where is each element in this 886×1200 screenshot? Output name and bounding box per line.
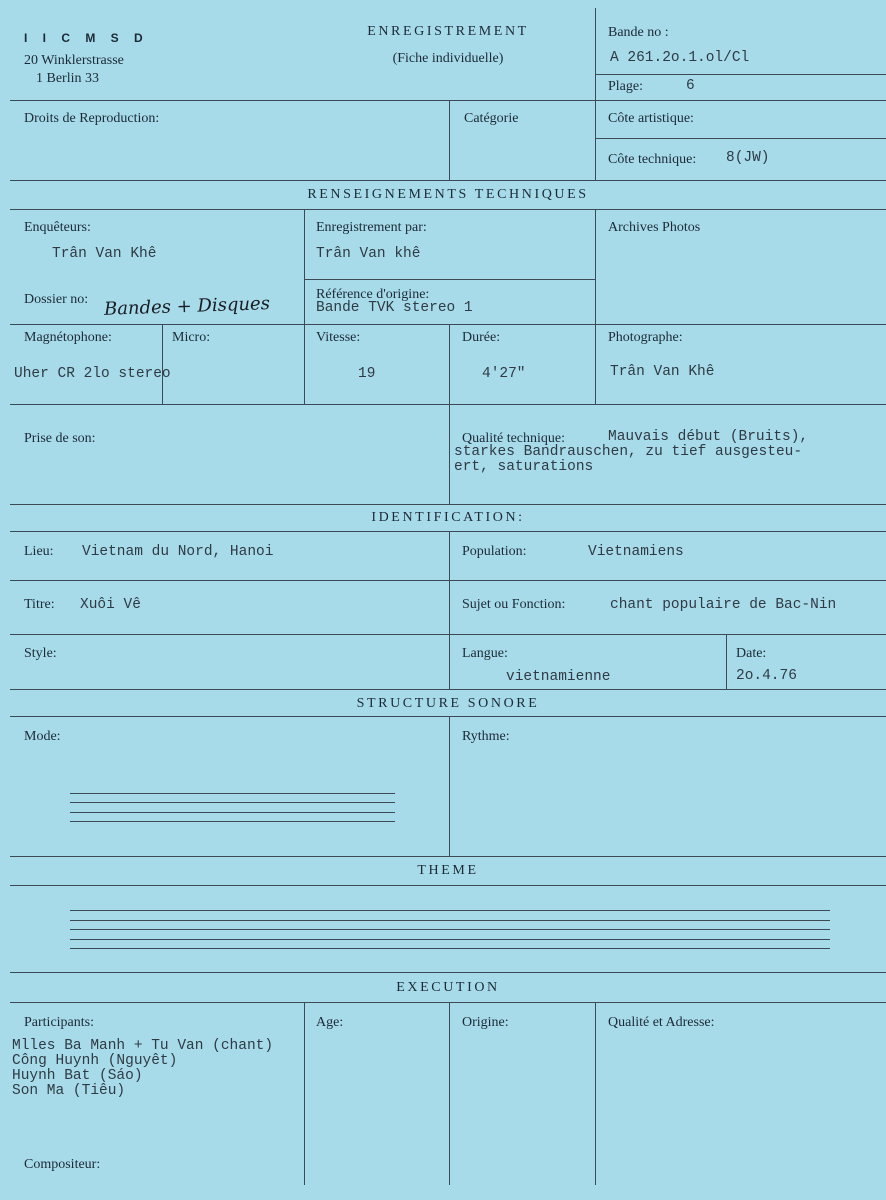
rule	[595, 138, 886, 139]
rule	[10, 324, 886, 325]
rule	[449, 324, 450, 404]
enregistrement-label: Enregistrement par:	[316, 220, 427, 235]
section-heading-technical: RENSEIGNEMENTS TECHNIQUES	[307, 187, 589, 202]
rule	[726, 634, 727, 689]
qualite-technique-line-2: starkes Bandrauschen, zu tief ausgesteu-	[454, 444, 803, 460]
mode-blank-line	[70, 821, 395, 822]
rule	[304, 209, 305, 404]
form-title: ENREGISTREMENT	[367, 24, 529, 39]
rule	[10, 972, 886, 973]
rule	[449, 1002, 450, 1185]
rule	[10, 856, 886, 857]
bande-value: A 261.2o.1.ol/Cl	[610, 50, 750, 66]
date-value: 2o.4.76	[736, 668, 797, 684]
magnetophone-label: Magnétophone:	[24, 330, 112, 345]
cote-technique-label: Côte technique:	[608, 152, 697, 167]
rule	[10, 531, 886, 532]
age-label: Age:	[316, 1015, 344, 1030]
duree-value: 4'27"	[482, 366, 526, 382]
lieu-label: Lieu:	[24, 544, 54, 559]
population-label: Population:	[462, 544, 527, 559]
vitesse-label: Vitesse:	[316, 330, 361, 345]
theme-blank-line	[70, 929, 830, 930]
prise-de-son-label: Prise de son:	[24, 431, 96, 446]
rule	[595, 1002, 596, 1185]
mode-blank-line	[70, 812, 395, 813]
categorie-label: Catégorie	[464, 111, 519, 126]
sujet-label: Sujet ou Fonction:	[462, 597, 566, 612]
rule	[449, 404, 450, 504]
rule	[10, 100, 886, 101]
population-value: Vietnamiens	[588, 544, 684, 560]
qualite-technique-line-3: ert, saturations	[454, 459, 594, 475]
dossier-label: Dossier no:	[24, 292, 89, 307]
mode-blank-line	[70, 802, 395, 803]
rule	[595, 74, 886, 75]
section-heading-structure: STRUCTURE SONORE	[356, 696, 540, 711]
archives-photos-label: Archives Photos	[608, 220, 701, 235]
section-heading-execution: EXECUTION	[396, 980, 500, 995]
rule	[10, 404, 886, 405]
address-line-1: 20 Winklerstrasse	[24, 53, 124, 68]
qualite-adresse-label: Qualité et Adresse:	[608, 1015, 715, 1030]
theme-blank-line	[70, 939, 830, 940]
rule	[304, 1002, 305, 1185]
theme-blank-line	[70, 920, 830, 921]
participant-1: Mlles Ba Manh + Tu Van (chant)	[12, 1038, 274, 1054]
reference-label: Référence d'origine:	[316, 287, 430, 302]
theme-blank-line	[70, 910, 830, 911]
rule	[10, 580, 886, 581]
langue-label: Langue:	[462, 646, 508, 661]
reference-value: Bande TVK stereo 1	[316, 300, 473, 316]
bande-label: Bande no :	[608, 25, 669, 40]
photographe-value: Trân Van Khê	[610, 364, 715, 380]
micro-label: Micro:	[172, 330, 211, 345]
droits-label: Droits de Reproduction:	[24, 111, 160, 126]
rule	[10, 180, 886, 181]
rule	[162, 324, 163, 404]
rule	[10, 716, 886, 717]
mode-blank-line	[70, 793, 395, 794]
org-name: I I C M S D	[24, 31, 149, 45]
rule	[449, 531, 450, 689]
rule	[10, 885, 886, 886]
style-label: Style:	[24, 646, 57, 661]
participant-2: Công Huynh (Nguyêt)	[12, 1053, 178, 1069]
plage-label: Plage:	[608, 79, 643, 94]
rule	[10, 209, 886, 210]
magnetophone-value: Uher CR 2lo stereo	[14, 366, 171, 382]
plage-value: 6	[686, 78, 695, 94]
address-line-2: 1 Berlin 33	[36, 71, 99, 86]
lieu-value: Vietnam du Nord, Hanoi	[82, 544, 274, 560]
rule	[595, 209, 596, 404]
date-label: Date:	[736, 646, 767, 661]
qualite-technique-label: Qualité technique:	[462, 431, 566, 446]
enqueteurs-value: Trân Van Khê	[52, 246, 157, 262]
qualite-technique-line-1: Mauvais début (Bruits),	[608, 429, 809, 445]
origine-label: Origine:	[462, 1015, 509, 1030]
titre-label: Titre:	[24, 597, 55, 612]
rule	[10, 504, 886, 505]
dossier-handwritten-value: Bandes + Disques	[103, 293, 271, 320]
participant-3: Huynh Bat (Sáo)	[12, 1068, 143, 1084]
vitesse-value: 19	[358, 366, 376, 382]
theme-blank-line	[70, 948, 830, 949]
photographe-label: Photographe:	[608, 330, 683, 345]
rythme-label: Rythme:	[462, 729, 510, 744]
rule	[10, 689, 886, 690]
section-heading-identification: IDENTIFICATION:	[371, 510, 525, 525]
enregistrement-value: Trân Van khê	[316, 246, 421, 262]
cote-artistique-label: Côte artistique:	[608, 111, 694, 126]
participants-label: Participants:	[24, 1015, 94, 1030]
mode-label: Mode:	[24, 729, 61, 744]
rule	[449, 100, 450, 180]
langue-value: vietnamienne	[506, 669, 611, 685]
form-subtitle: (Fiche individuelle)	[392, 51, 504, 66]
section-heading-theme: THEME	[417, 863, 479, 878]
cote-technique-value: 8(JW)	[726, 150, 770, 166]
sujet-value: chant populaire de Bac-Nin	[610, 597, 837, 613]
enqueteurs-label: Enquêteurs:	[24, 220, 91, 235]
rule	[10, 634, 886, 635]
rule	[449, 716, 450, 856]
compositeur-label: Compositeur:	[24, 1157, 101, 1172]
titre-value: Xuôi Vê	[80, 597, 141, 613]
rule	[10, 1002, 886, 1003]
duree-label: Durée:	[462, 330, 501, 345]
participant-4: Son Ma (Tiêu)	[12, 1083, 126, 1099]
rule	[304, 279, 595, 280]
